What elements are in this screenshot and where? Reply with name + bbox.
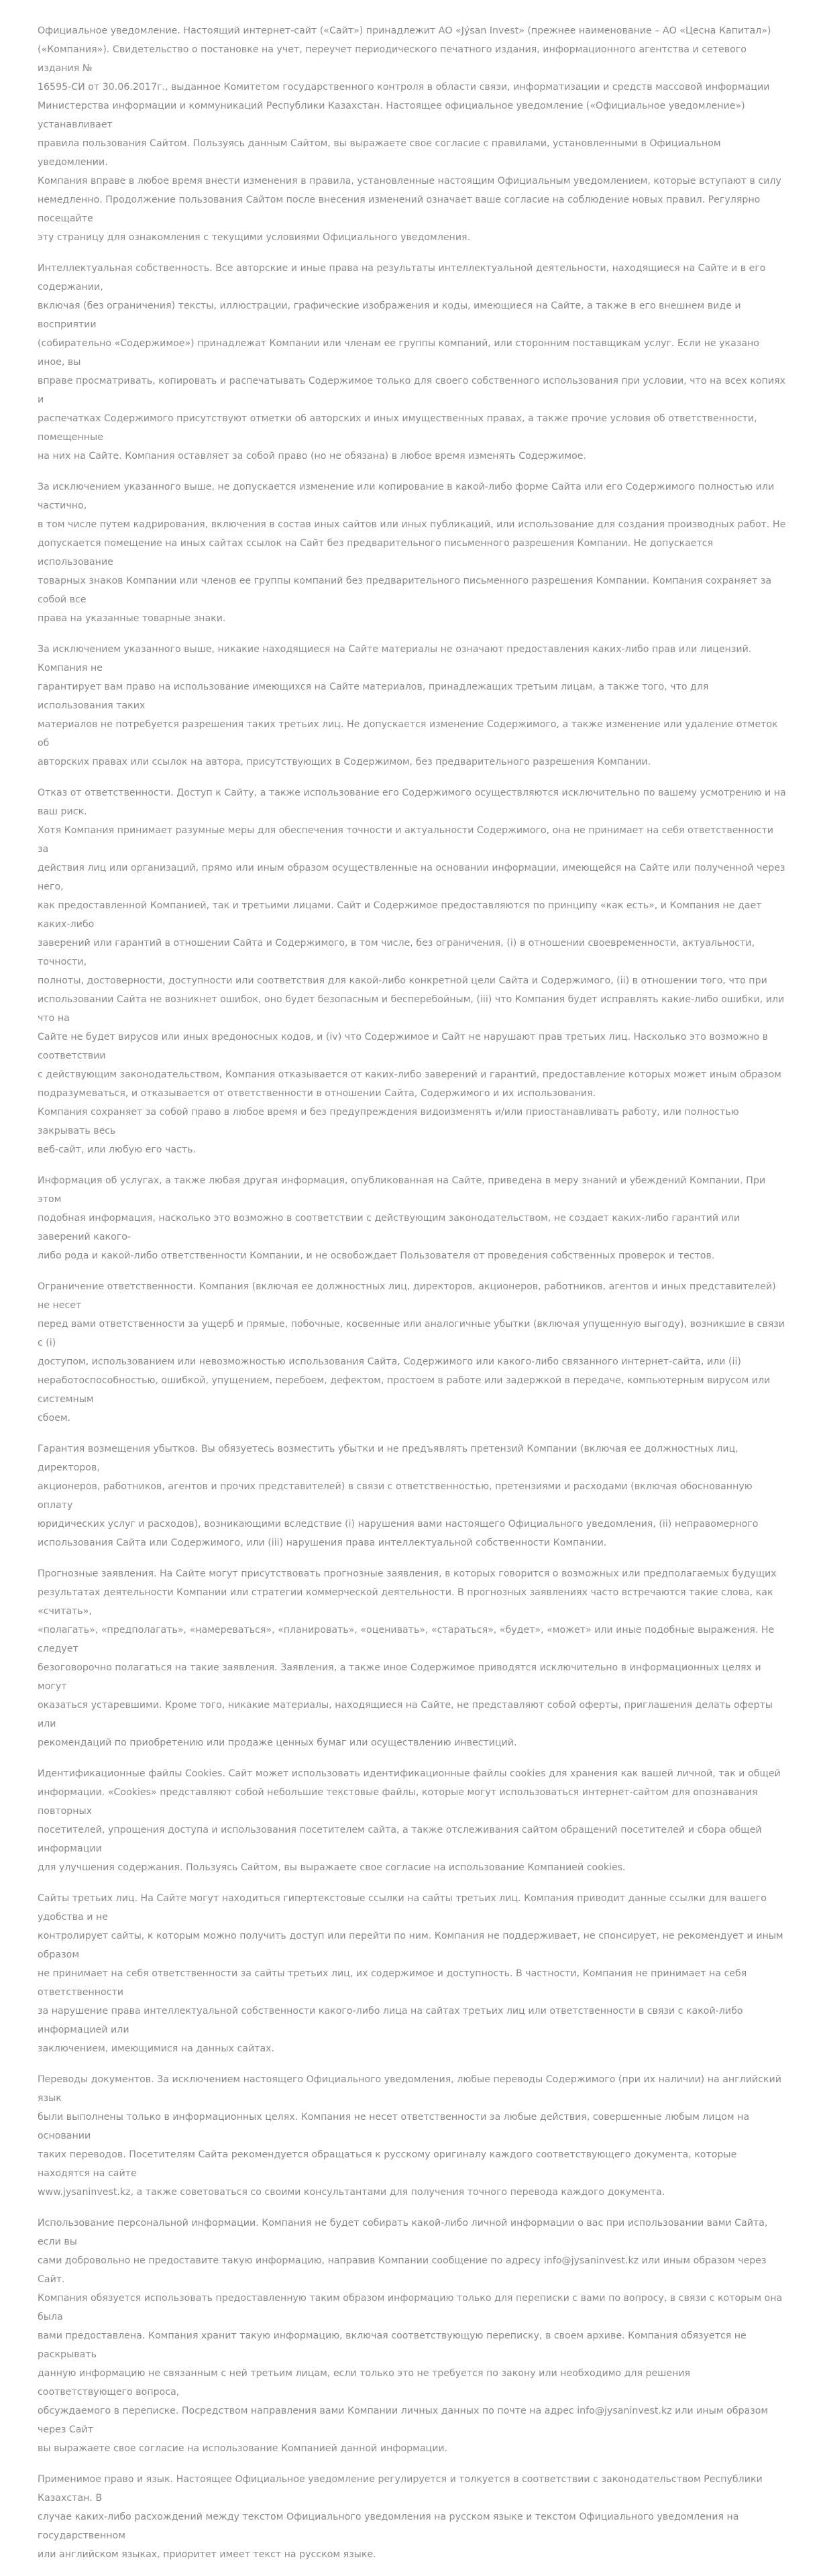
paragraph-line: вами предоставлена. Компания хранит такую информацию, включая соответствующую переписку, в своем архиве. Компания обязуется не раскрывать: [38, 2330, 747, 2360]
notice-paragraph: [38, 2214, 786, 2458]
paragraph-line: таких переводов. Посетителям Сайта рекомендуется обращаться к русскому оригиналу каждого соответствующего документа, которые находятся на сайте: [38, 2149, 737, 2179]
paragraph-line: Отказ от ответственности. Доступ к Сайту, а также использование его Содержимого осуществляются исключительно по вашему усмотрению и на ваш риск.: [38, 788, 786, 817]
paragraph-line: не принимает на себя ответственности за сайты третьих лиц, их содержимое и доступность. В частности, Компания не принимает на себя ответственности: [38, 1968, 747, 1998]
paragraph-line: в том числе путем кадрирования, включения в состав иных сайтов или иных публикаций, или использование для создания производных работ. Не: [38, 519, 786, 530]
notice-paragraph: [38, 1764, 786, 1877]
paragraph-line: включая (без ограничения) тексты, иллюстрации, графические изображения и коды, имеющиеся на Сайте, а также в его внешнем виде и восприятии: [38, 301, 741, 330]
paragraph-line: сами добровольно не предоставите такую информацию, направив Компании сообщение по адресу info@jysaninvest.kz или иным образом через Сайт.: [38, 2255, 767, 2285]
paragraph-line: Компания сохраняет за собой право в любое время и без предупреждения видоизменять и/или приостанавливать работу, или полностью закрывать весь: [38, 1107, 739, 1136]
paragraph-line: www.jysaninvest.kz, а также советоваться со своими консультантами для получения точного перевода каждого документа.: [38, 2187, 665, 2198]
notice-paragraph: [38, 2070, 786, 2202]
notice-paragraph: [38, 1889, 786, 2058]
paragraph-line: Компания вправе в любое время внести изменения в правила, установленные настоящим Официальным уведомлением, которые вступают в силу: [38, 176, 781, 186]
paragraph-line: информации. «Cookies» представляют собой небольшие текстовые файлы, которые могут использоваться интернет-сайтом для опознавания повторных: [38, 1787, 758, 1817]
paragraph-line: материалов не потребуется разрешения таких третьих лиц. Не допускается изменение Содержимого, а также изменение или удаление отметок об: [38, 719, 778, 749]
paragraph-line: для улучшения содержания. Пользуясь Сайтом, вы выражаете свое согласие на использование Компанией cookies.: [38, 1862, 626, 1873]
paragraph-line: полноты, достоверности, доступности или соответствия для какой-либо конкретной цели Сайта и Содержимого, (ii) в отношении того, что при: [38, 975, 767, 986]
paragraph-line: как предоставленной Компанией, так и третьими лицами. Сайт и Содержимое предоставляются по принципу «как есть», и Компания не дает каких-либо: [38, 900, 762, 930]
paragraph-line: гарантирует вам право на использование имеющихся на Сайте материалов, принадлежащих третьим лицам, а также того, что для использования таких: [38, 682, 709, 711]
paragraph-line: (собирательно «Содержимое») принадлежат Компании или членам ее группы компаний, или сторонним поставщикам услуг. Если не указано иное, вы: [38, 338, 759, 368]
paragraph-line: с действующим законодательством, Компания отказывается от каких-либо заверений и гарантий, предоставление которых может иным образом: [38, 1069, 781, 1080]
paragraph-line: Применимое право и язык. Настоящее Официальное уведомление регулируется и толкуется в соответствии с законодательством Республики Казахстан. В: [38, 2474, 763, 2504]
paragraph-line: Официальное уведомление. Настоящий интернет-сайт («Сайт») принадлежит АО «Jýsan Invest» (прежнее наименование – АО «Цесна Капитал»): [38, 25, 771, 36]
paragraph-line: допускается помещение на иных сайтах ссылок на Сайт без предварительного письменного разрешения Компании. Не допускается использование: [38, 538, 714, 568]
paragraph-line: подразумеваться, и отказывается от ответственности в отношении Сайта, Содержимого и их использования.: [38, 1088, 596, 1099]
paragraph-line: Министерства информации и коммуникаций Республики Казахстан. Настоящее официальное уведомление («Официальное уведомление») устанавливает: [38, 101, 745, 130]
paragraph-line: авторских правах или ссылок на автора, присутствующих в Содержимом, без предварительного разрешения Компании.: [38, 757, 651, 767]
paragraph-line: обсуждаемого в переписке. Посредством направления вами Компании личных данных по почте на адрес info@jysaninvest.kz или иным образом через Сайт: [38, 2406, 769, 2435]
paragraph-line: действия лиц или организаций, прямо или иным образом осуществленные на основании информации, имеющейся на Сайте или полученной через него,: [38, 863, 785, 892]
paragraph-line: на них на Сайте. Компания оставляет за собой право (но не обязана) в любое время изменять Содержимое.: [38, 451, 587, 462]
paragraph-line: распечатках Содержимого присутствуют отметки об авторских и иных имущественных правах, а также прочие условия об ответственности, помещенные: [38, 413, 757, 443]
paragraph-line: рекомендаций по приобретению или продаже ценных бумаг или осуществлению инвестиций.: [38, 1737, 517, 1748]
paragraph-line: Сайты третьих лиц. На Сайте могут находиться гипертекстовые ссылки на сайты третьих лиц. Компания приводит данные ссылки для вашего удобства и не: [38, 1893, 767, 1923]
notice-paragraph: [38, 640, 786, 771]
paragraph-line: неработоспособностью, ошибкой, упущением, перебоем, дефектом, простоем в работе или задержкой в передаче, компьютерным вирусом или системным: [38, 1375, 771, 1405]
paragraph-line: юридических услуг и расходов), возникающими вследствие (i) нарушения вами настоящего Официального уведомления, (ii) неправомерного: [38, 1519, 759, 1529]
paragraph-line: результатах деятельности Компании или стратегии коммерческой деятельности. В прогнозных заявлениях часто встречаются такие слова, как «считать»,: [38, 1587, 773, 1617]
paragraph-line: использования Сайта или Содержимого, или (iii) нарушения права интеллектуальной собственности Компании.: [38, 1538, 607, 1548]
notice-paragraph: [38, 478, 786, 628]
paragraph-line: Гарантия возмещения убытков. Вы обязуетесь возместить убытки и не предъявлять претензий Компании (включая ее должностных лиц, директоров,: [38, 1444, 738, 1473]
paragraph-line: Сайте не будет вирусов или иных вредоносных кодов, и (iv) что Содержимое и Сайт не нарушают прав третьих лиц. Насколько это возможно в соответствии: [38, 1032, 768, 1061]
paragraph-line: были выполнены только в информационных целях. Компания не несет ответственности за любые действия, совершенные любым лицом на основании: [38, 2112, 750, 2141]
notice-paragraph: [38, 21, 786, 247]
paragraph-line: вправе просматривать, копировать и распечатывать Содержимое только для своего собственного использования при условии, что на всех копиях и: [38, 376, 785, 405]
paragraph-line: Прогнозные заявления. На Сайте могут присутствовать прогнозные заявления, в которых говорится о возможных или предполагаемых будущих: [38, 1568, 777, 1579]
paragraph-line: данную информацию не связанным с ней третьим лицам, если только это не требуется по закону или необходимо для решения соответствующего вопроса,: [38, 2368, 691, 2398]
paragraph-line: Информация об услугах, а также любая другая информация, опубликованная на Сайте, приведена в меру знаний и убеждений Компании. При этом: [38, 1175, 766, 1205]
paragraph-line: Компания обязуется использовать предоставленную таким образом информацию только для переписки с вами по вопросу, в связи с которым она была: [38, 2293, 783, 2322]
paragraph-line: За исключением указанного выше, никакие находящиеся на Сайте материалы не означают предоставления каких-либо прав или лицензий. Компания не: [38, 644, 752, 674]
official-notice-document: [38, 21, 786, 2576]
paragraph-line: веб-сайт, или любую его часть.: [38, 1144, 196, 1155]
paragraph-line: За исключением указанного выше, не допускается изменение или копирование в какой-либо форме Сайта или его Содержимого полностью или частично,: [38, 482, 775, 511]
paragraph-line: Интеллектуальная собственность. Все авторские и иные права на результаты интеллектуальной деятельности, находящиеся на Сайте и в его содержании,: [38, 263, 766, 292]
notice-paragraph: [38, 1277, 786, 1428]
paragraph-line: перед вами ответственности за ущерб и прямые, побочные, косвенные или аналогичные убытки (включая упущенную выгоду), возникшие в связи с (i): [38, 1319, 785, 1348]
paragraph-line: Идентификационные файлы Cookies. Сайт может использовать идентификационные файлы cookies для хранения как вашей личной, так и общей: [38, 1768, 781, 1779]
paragraph-line: Хотя Компания принимает разумные меры для обеспечения точности и актуальности Содержимого, она не принимает на себя ответственности за: [38, 825, 773, 855]
paragraph-line: либо рода и какой-либо ответственности Компании, и не освобождает Пользователя от проведения собственных проверок и тестов.: [38, 1250, 715, 1261]
paragraph-line: безоговорочно полагаться на такие заявления. Заявления, а также иное Содержимое приводятся исключительно в информационных целях и могут: [38, 1662, 761, 1692]
paragraph-line: вы выражаете свое согласие на использование Компанией данной информации.: [38, 2443, 448, 2454]
paragraph-line: случае каких-либо расхождений между текстом Официального уведомления на русском языке и текстом Официального уведомления на государственном: [38, 2512, 739, 2541]
paragraph-line: Переводы документов. За исключением настоящего Официального уведомления, любые переводы Содержимого (при их наличии) на английский язык: [38, 2074, 781, 2104]
paragraph-line: сбоем.: [38, 1413, 71, 1424]
paragraph-line: 16595-СИ от 30.06.2017г., выданное Комитетом государственного контроля в области связи, информатизации и средств массовой информации: [38, 82, 770, 93]
notice-paragraph: [38, 259, 786, 466]
paragraph-line: «полагать», «предполагать», «намереваться», «планировать», «оценивать», «стараться», «будет», «может» или иные подобные выражения. Не следует: [38, 1625, 775, 1654]
paragraph-line: Ограничение ответственности. Компания (включая ее должностных лиц, директоров, акционеров, работников, агентов и иных представителей) не несет: [38, 1281, 776, 1311]
paragraph-line: («Компания»). Свидетельство о постановке на учет, переучет периодического печатного издания, информационного агентства и сетевого издания №: [38, 44, 747, 74]
paragraph-line: эту страницу для ознакомления с текущими условиями Официального уведомления.: [38, 232, 471, 243]
paragraph-line: права на указанные товарные знаки.: [38, 613, 226, 624]
paragraph-line: правила пользования Сайтом. Пользуясь данным Сайтом, вы выражаете свое согласие с правилами, установленными в Официальном уведомлении.: [38, 138, 721, 168]
paragraph-line: подобная информация, насколько это возможно в соответствии с действующим законодательством, не создает каких-либо гарантий или заверений какого-: [38, 1213, 740, 1242]
notice-paragraph: [38, 1564, 786, 1752]
paragraph-line: немедленно. Продолжение пользования Сайтом после внесения изменений означает ваше согласие на соблюдение новых правил. Регулярно посещайте: [38, 195, 761, 224]
paragraph-line: акционеров, работников, агентов и прочих представителей) в связи с ответственностью, претензиями и расходами (включая обоснованную оплату: [38, 1481, 753, 1511]
notice-paragraph: [38, 784, 786, 1159]
notice-paragraph: [38, 2470, 786, 2564]
paragraph-line: заключением, имеющимися на данных сайтах.: [38, 2043, 275, 2054]
paragraph-line: заверений или гарантий в отношении Сайта и Содержимого, в том числе, без ограничения, (i) в отношении своевременности, актуальности, точности,: [38, 938, 755, 967]
paragraph-line: Использование персональной информации. Компания не будет собирать какой-либо личной информации о вас при использовании вами Сайта, если вы: [38, 2218, 768, 2247]
paragraph-line: посетителей, упрощения доступа и использования посетителем сайта, а также отслеживания сайтом обращений посетителей и сбора общей информации: [38, 1825, 762, 1854]
paragraph-line: использовании Сайта не возникнет ошибок, оно будет безопасным и бесперебойным, (iii) что Компания будет исправлять какие-либо ошибки, или что на: [38, 994, 785, 1024]
notice-paragraph: [38, 1171, 786, 1265]
paragraph-line: за нарушение права интеллектуальной собственности какого-либо лица на сайтах третьих лиц или ответственности в связи с какой-либо информацией или: [38, 2006, 743, 2035]
paragraph-line: контролирует сайты, к которым можно получить доступ или перейти по ним. Компания не поддерживает, не спонсирует, не рекомендует и иным образом: [38, 1931, 783, 1960]
paragraph-line: оказаться устаревшими. Кроме того, никакие материалы, находящиеся на Сайте, не представляют собой оферты, приглашения делать оферты или: [38, 1700, 773, 1729]
paragraph-line: или английском языках, приоритет имеет текст на русском языке.: [38, 2549, 376, 2560]
paragraph-line: товарных знаков Компании или членов ее группы компаний без предварительного письменного разрешения Компании. Компания сохраняет за собой все: [38, 576, 772, 605]
paragraph-line: доступом, использованием или невозможностью использования Сайта, Содержимого или какого-либо связанного интернет-сайта, или (ii): [38, 1356, 741, 1367]
notice-paragraph: [38, 1440, 786, 1552]
